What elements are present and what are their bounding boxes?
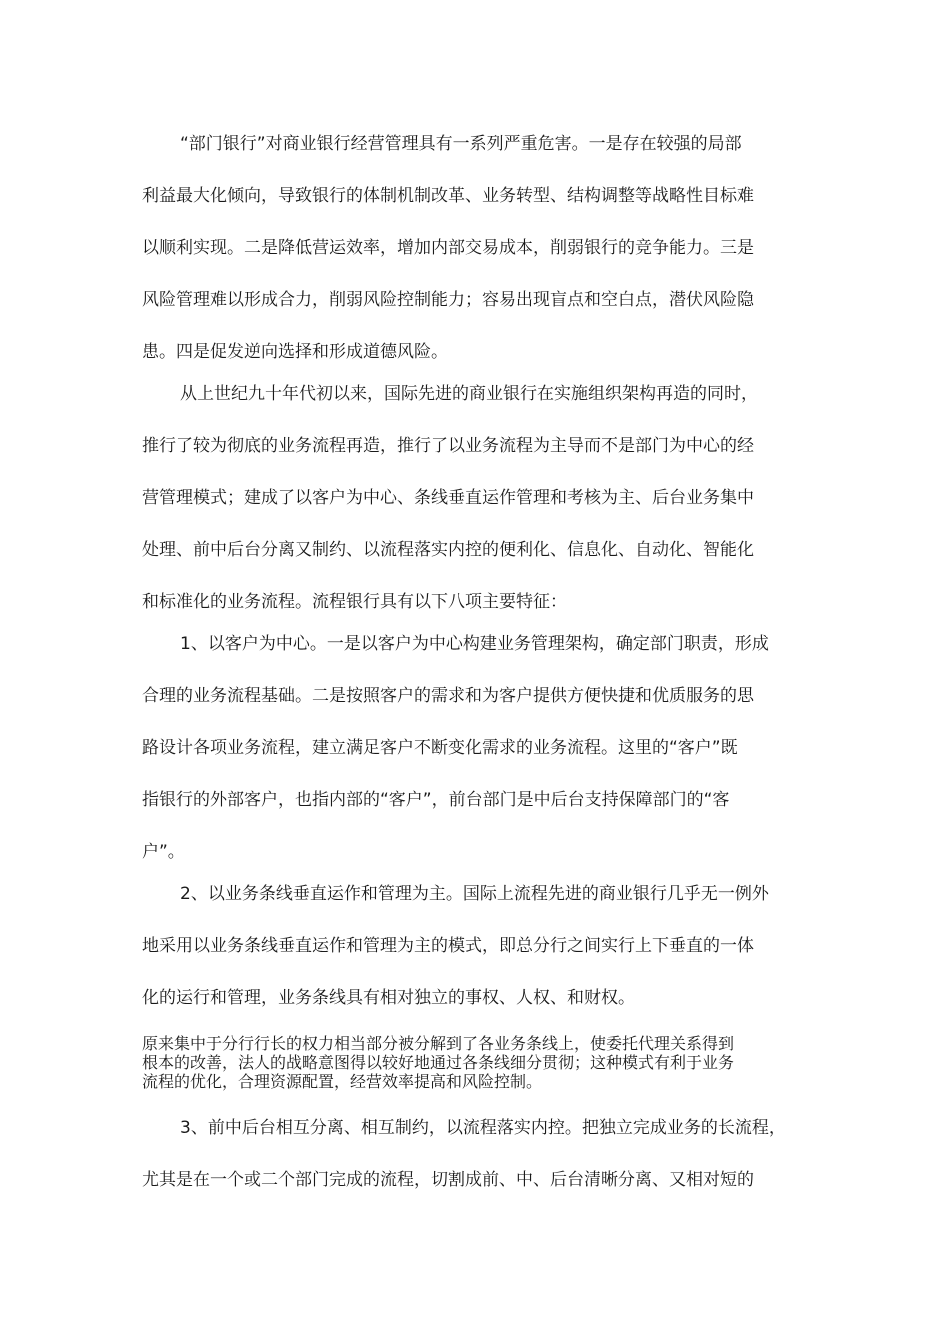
paragraph-6-line-2: 尤其是在一个或二个部门完成的流程，切割成前、中、后台清晰分离、又相对短的 [142,1170,754,1190]
paragraph-3-line-5: 户”。 [142,842,185,862]
paragraph-1-line-5: 患。四是促发逆向选择和形成道德风险。 [142,342,448,362]
paragraph-3-line-4: 指银行的外部客户，也指内部的“客户”，前台部门是中后台支持保障部门的“客 [142,790,730,810]
paragraph-5-line-2: 根本的改善，法人的战略意图得以较好地通过各条线细分贯彻；这种模式有利于业务 [142,1053,735,1072]
paragraph-2-line-1: 从上世纪九十年代初以来，国际先进的商业银行在实施组织架构再造的同时， [180,384,758,404]
paragraph-1-line-3: 以顺利实现。二是降低营运效率，增加内部交易成本，削弱银行的竞争能力。三是 [142,238,754,258]
paragraph-4-line-1: 2、以业务条线垂直运作和管理为主。国际上流程先进的商业银行几乎无一例外 [180,884,769,904]
paragraph-2-line-2: 推行了较为彻底的业务流程再造，推行了以业务流程为主导而不是部门为中心的经 [142,436,754,456]
paragraph-2-line-4: 处理、前中后台分离又制约、以流程落实内控的便利化、信息化、自动化、智能化 [142,540,754,560]
paragraph-1-line-4: 风险管理难以形成合力，削弱风险控制能力；容易出现盲点和空白点，潜伏风险隐 [142,290,754,310]
paragraph-5-line-3: 流程的优化，合理资源配置，经营效率提高和风险控制。 [142,1072,543,1091]
paragraph-1-line-1: “部门银行”对商业银行经营管理具有一系列严重危害。一是存在较强的局部 [180,134,742,154]
paragraph-1-line-2: 利益最大化倾向，导致银行的体制机制改革、业务转型、结构调整等战略性目标难 [142,186,754,206]
paragraph-3-line-3: 路设计各项业务流程，建立满足客户不断变化需求的业务流程。这里的“客户”既 [142,738,738,758]
paragraph-3-line-2: 合理的业务流程基础。二是按照客户的需求和为客户提供方便快捷和优质服务的思 [142,686,754,706]
paragraph-4-line-3: 化的运行和管理，业务条线具有相对独立的事权、人权、和财权。 [142,988,635,1008]
paragraph-2-line-3: 营管理模式；建成了以客户为中心、条线垂直运作管理和考核为主、后台业务集中 [142,488,754,508]
paragraph-6-line-1: 3、前中后台相互分离、相互制约，以流程落实内控。把独立完成业务的长流程， [180,1118,786,1138]
paragraph-2-line-5: 和标准化的业务流程。流程银行具有以下八项主要特征： [142,592,567,612]
paragraph-3-line-1: 1、以客户为中心。一是以客户为中心构建业务管理架构，确定部门职责，形成 [180,634,769,654]
paragraph-5-line-1: 原来集中于分行行长的权力相当部分被分解到了各业务条线上，使委托代理关系得到 [142,1034,735,1053]
paragraph-4-line-2: 地采用以业务条线垂直运作和管理为主的模式，即总分行之间实行上下垂直的一体 [142,936,754,956]
